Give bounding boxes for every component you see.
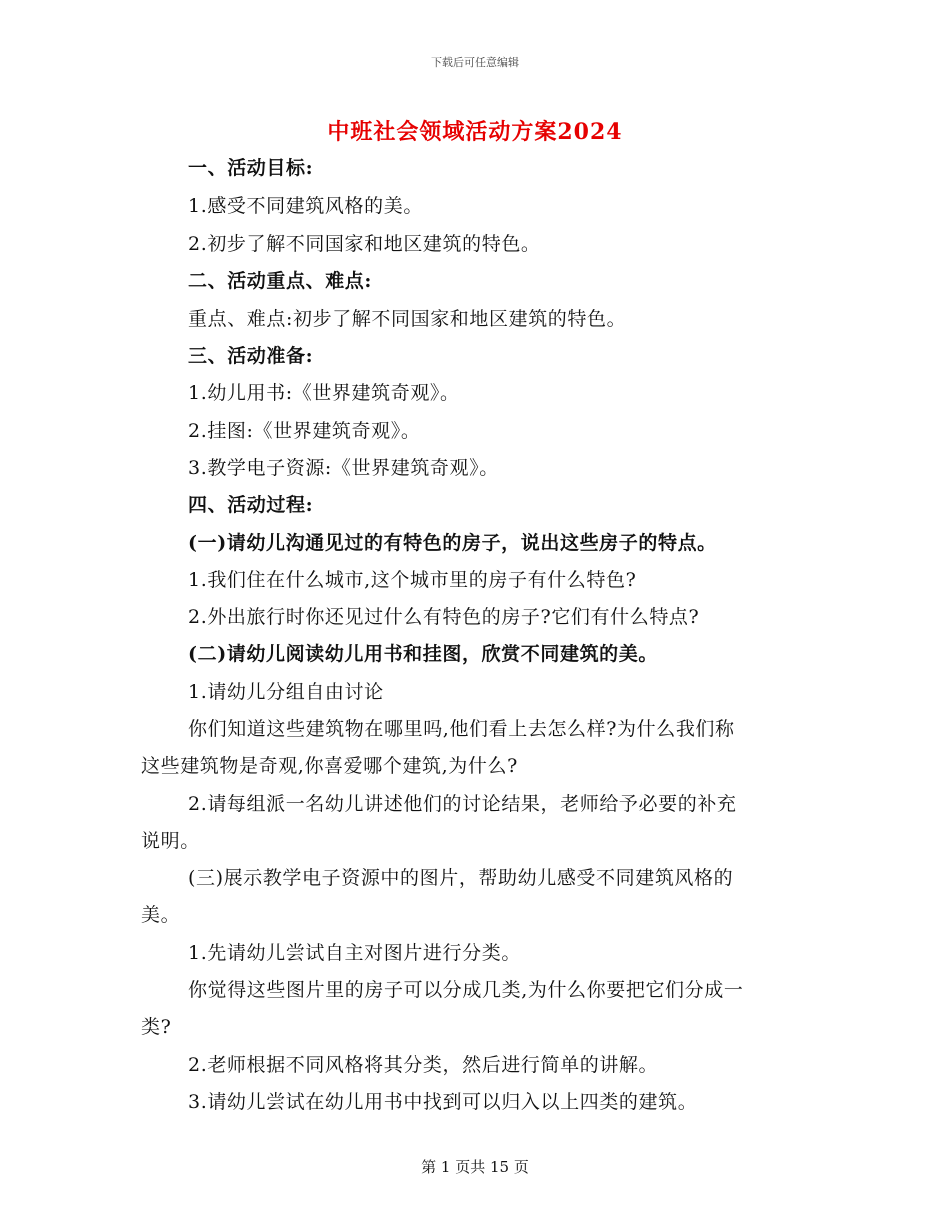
process-step-3-item-3: 3.请幼儿尝试在幼儿用书中找到可以归入以上四类的建筑。 [188,1091,698,1113]
paragraph-line: 你觉得这些图片里的房子可以分成几类,为什么你要把它们分成一 [188,979,744,1001]
key-points-text: 重点、难点:初步了解不同国家和地区建筑的特色。 [188,308,627,330]
goal-item-2: 2.初步了解不同国家和地区建筑的特色。 [188,233,541,255]
process-step-2-item-1: 1.请幼儿分组自由讨论 [188,681,384,703]
process-step-1-heading: (一)请幼儿沟通见过的有特色的房子，说出这些房子的特点。 [188,532,717,554]
process-step-3-item-2: 2.老师根据不同风格将其分类，然后进行简单的讲解。 [188,1054,659,1076]
header-note: 下载后可任意编辑 [431,56,519,69]
section-heading-key-points: 二、活动重点、难点: [188,270,373,292]
goal-item-1: 1.感受不同建筑风格的美。 [188,195,423,217]
section-heading-preparation: 三、活动准备: [188,345,314,367]
paragraph-line: 类? [141,1016,172,1038]
process-step-2-item-2: 2.请每组派一名幼儿讲述他们的讨论结果，老师给予必要的补充 [188,793,737,815]
page-footer: 第 1 页共 15 页 [421,1158,529,1176]
preparation-item-1: 1.幼儿用书:《世界建筑奇观》。 [188,382,460,404]
document-title: 中班社会领域活动方案2024 [327,119,623,145]
process-step-3-item-1: 1.先请幼儿尝试自主对图片进行分类。 [188,942,521,964]
process-step-1-item-2: 2.外出旅行时你还见过什么有特色的房子?它们有什么特点? [188,606,700,628]
paragraph-line: 说明。 [141,830,200,852]
preparation-item-3: 3.教学电子资源:《世界建筑奇观》。 [188,457,499,479]
process-step-2-heading: (二)请幼儿阅读幼儿用书和挂图，欣赏不同建筑的美。 [188,643,658,665]
paragraph-line: 美。 [141,904,181,926]
process-step-3-heading: (三)展示教学电子资源中的图片，帮助幼儿感受不同建筑风格的 [188,867,734,889]
section-heading-goals: 一、活动目标: [188,157,314,179]
paragraph-line: 你们知道这些建筑物在哪里吗,他们看上去怎么样?为什么我们称 [188,718,735,740]
preparation-item-2: 2.挂图:《世界建筑奇观》。 [188,420,421,442]
paragraph-line: 这些建筑物是奇观,你喜爱哪个建筑,为什么? [141,755,518,777]
section-heading-process: 四、活动过程: [188,494,314,516]
process-step-1-item-1: 1.我们住在什么城市,这个城市里的房子有什么特色? [188,569,637,591]
